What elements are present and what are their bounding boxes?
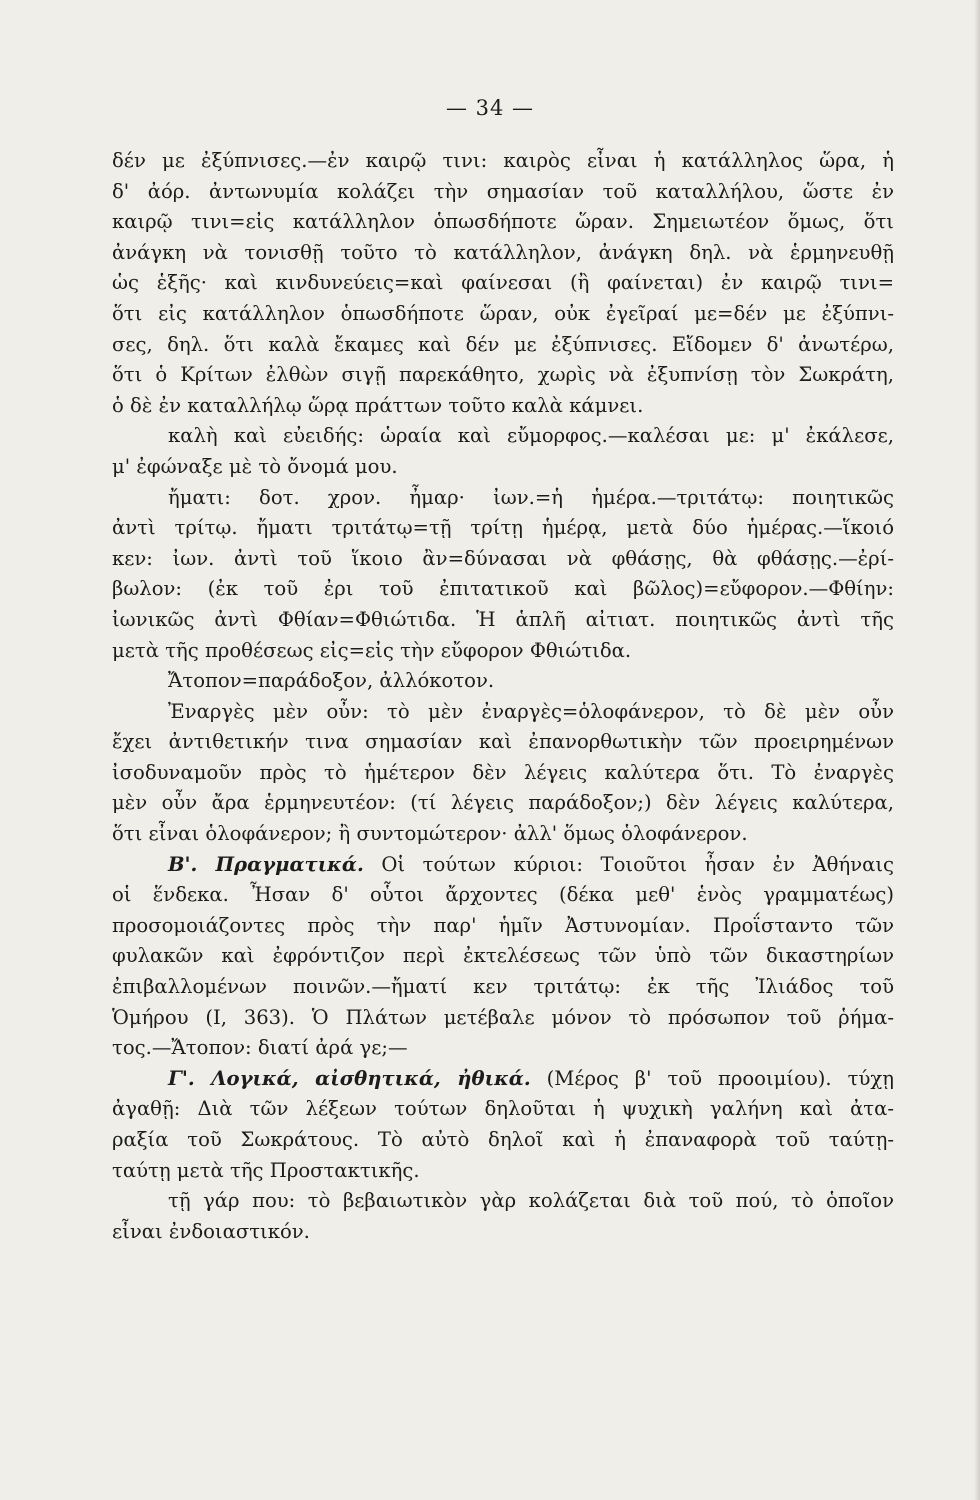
text-line: τος.—Ἄτοπον: διατί ἀρά γε;— — [112, 1036, 408, 1060]
section-heading: Β'. Πραγματικά. — [168, 852, 364, 876]
paragraph — [112, 146, 894, 421]
section-heading: Γ'. Λογικά, αἰσθητικά, ἠθικά. — [168, 1066, 531, 1090]
text-line: εἶναι ἐνδοιαστικόν. — [112, 1219, 310, 1243]
text-line: ὅτι εἰς κατάλληλον ὁπωσδήποτε ὥραν, οὐκ ἐγεῖραί με=δέν με ἐξύπνι- — [112, 301, 894, 325]
text-line: ὅτι ὁ Κρίτων ἐλθὼν σιγῇ παρεκάθητο, χωρὶς νὰ ἐξυπνίσῃ τὸν Σωκράτη, — [112, 363, 894, 387]
text-line: καιρῷ τινι=εἰς κατάλληλον ὁπωσδήποτε ὥραν. Σημειωτέον ὅμως, ὅτι — [112, 210, 894, 234]
paragraph — [112, 666, 894, 697]
text-line: κεν: ἰων. ἀντὶ τοῦ ἵκοιο ἂν=δύνασαι νὰ φθάσῃς, θὰ φθάσῃς.—ἐρί- — [112, 546, 894, 570]
text-line: μὲν οὖν ἄρα ἑρμηνευτέον: (τί λέγεις παράδοξον;) δὲν λέγεις καλύτερα, — [112, 791, 894, 815]
text-run: (Μέρος β' τοῦ προοιμίου). τύχῃ — [530, 1066, 894, 1090]
text-line: ἀγαθῇ: Διὰ τῶν λέξεων τούτων δηλοῦται ἡ ψυχικὴ γαλήνη καὶ ἀτα- — [112, 1097, 894, 1121]
text-line: φυλακῶν καὶ ἐφρόντιζον περὶ ἐκτελέσεως τῶν ὑπὸ τῶν δικαστηρίων — [112, 944, 894, 968]
text-line: δέν με ἐξύπνισες.—ἐν καιρῷ τινι: καιρὸς εἶναι ἡ κατάλληλος ὥρα, ἡ — [112, 149, 894, 172]
paragraph — [112, 850, 894, 1064]
page-text — [112, 146, 894, 1247]
text-line: Ἄτοπον=παράδοξον, ἀλλόκοτον. — [168, 669, 495, 693]
text-line: ραξία τοῦ Σωκράτους. Τὸ αὐτὸ δηλοῖ καὶ ἡ ἐπαναφορὰ τοῦ ταύτῃ- — [112, 1128, 894, 1151]
text-line: ἤματι: δοτ. χρον. ἦμαρ· ἰων.=ἡ ἡμέρα.—τριτάτῳ: ποιητικῶς — [168, 485, 894, 509]
text-line: ὡς ἑξῆς· καὶ κινδυνεύεις=καὶ φαίνεσαι (ἢ φαίνεται) ἐν καιρῷ τινι= — [112, 271, 894, 295]
text-line: ταύτῃ μετὰ τῆς Προστακτικῆς. — [112, 1158, 420, 1182]
paragraph — [112, 1064, 894, 1186]
text-line: ὅτι εἶναι ὁλοφάνερον; ἢ συντομώτερον· ἀλλ' ὅμως ὁλοφάνερον. — [112, 822, 748, 846]
paragraph — [112, 421, 894, 482]
text-line: ἐπιβαλλομένων ποινῶν.—ἤματί κεν τριτάτῳ: ἐκ τῆς Ἰλιάδος τοῦ — [112, 975, 894, 999]
text-line: καλὴ καὶ εὐειδής: ὡραία καὶ εὔμορφος.—καλέσαι με: μ' ἐκάλεσε, — [168, 424, 894, 448]
page-edge — [974, 0, 980, 1500]
text-line: ἀντὶ τρίτῳ. ἤματι τριτάτῳ=τῇ τρίτῃ ἡμέρᾳ, μετὰ δύο ἡμέρας.—ἵκοιό — [112, 516, 894, 540]
text-line: τῇ γάρ που: τὸ βεβαιωτικὸν γὰρ κολάζεται διὰ τοῦ πού, τὸ ὁποῖον — [168, 1189, 894, 1213]
text-line: ἀνάγκη νὰ τονισθῇ τοῦτο τὸ κατάλληλον, ἀνάγκη δηλ. νὰ ἑρμηνευθῇ — [112, 240, 894, 264]
text-line — [112, 850, 894, 881]
paragraph — [112, 483, 894, 667]
text-line — [112, 1064, 894, 1095]
paragraph — [112, 697, 894, 850]
text-line: ἔχει ἀντιθετικήν τινα σημασίαν καὶ ἐπανορθωτικὴν τῶν προειρημένων — [112, 730, 894, 754]
text-line: Ὁμήρου (Ι, 363). Ὁ Πλάτων μετέβαλε μόνον τὸ πρόσωπον τοῦ ῥήμα- — [112, 1005, 894, 1029]
text-line: δ' ἀόρ. ἀντωνυμία κολάζει τὴν σημασίαν τοῦ καταλλήλου, ὥστε ἐν — [112, 179, 894, 203]
text-line: ἰσοδυναμοῦν πρὸς τὸ ἡμέτερον δὲν λέγεις καλύτερα ὅτι. Τὸ ἐναργὲς — [112, 760, 894, 784]
text-line: προσομοιάζοντες πρὸς τὴν παρ' ἡμῖν Ἀστυνομίαν. Προΐσταντο τῶν — [112, 913, 894, 937]
text-line: μ' ἐφώναξε μὲ τὸ ὄνομά μου. — [112, 454, 398, 478]
text-line: οἱ ἕνδεκα. Ἦσαν δ' οὗτοι ἄρχοντες (δέκα μεθ' ἑνὸς γραμματέως) — [112, 883, 894, 907]
text-line: σες, δηλ. ὅτι καλὰ ἔκαμες καὶ δέν με ἐξύπνισες. Εἴδομεν δ' ἀνωτέρω, — [112, 332, 894, 356]
text-line: μετὰ τῆς προθέσεως εἰς=εἰς τὴν εὔφορον Φθιώτιδα. — [112, 638, 632, 662]
paragraph — [112, 1186, 894, 1247]
text-line: Ἐναργὲς μὲν οὖν: τὸ μὲν ἐναργὲς=ὁλοφάνερον, τὸ δὲ μὲν οὖν — [168, 699, 894, 723]
text-line: ὁ δὲ ἐν καταλλήλῳ ὥρᾳ πράττων τοῦτο καλὰ κάμνει. — [112, 393, 644, 417]
text-run: Οἱ τούτων κύριοι: Τοιοῦτοι ἦσαν ἐν Ἀθήναις — [363, 852, 894, 876]
text-line: βωλον: (ἐκ τοῦ ἐρι τοῦ ἐπιτατικοῦ καὶ βῶλος)=εὔφορον.—Φθίην: — [112, 577, 894, 601]
text-line: ἰωνικῶς ἀντὶ Φθίαν=Φθιώτιδα. Ἡ ἁπλῆ αἰτιατ. ποιητικῶς ἀντὶ τῆς — [112, 607, 894, 631]
page-number: — 34 — — [445, 96, 535, 120]
